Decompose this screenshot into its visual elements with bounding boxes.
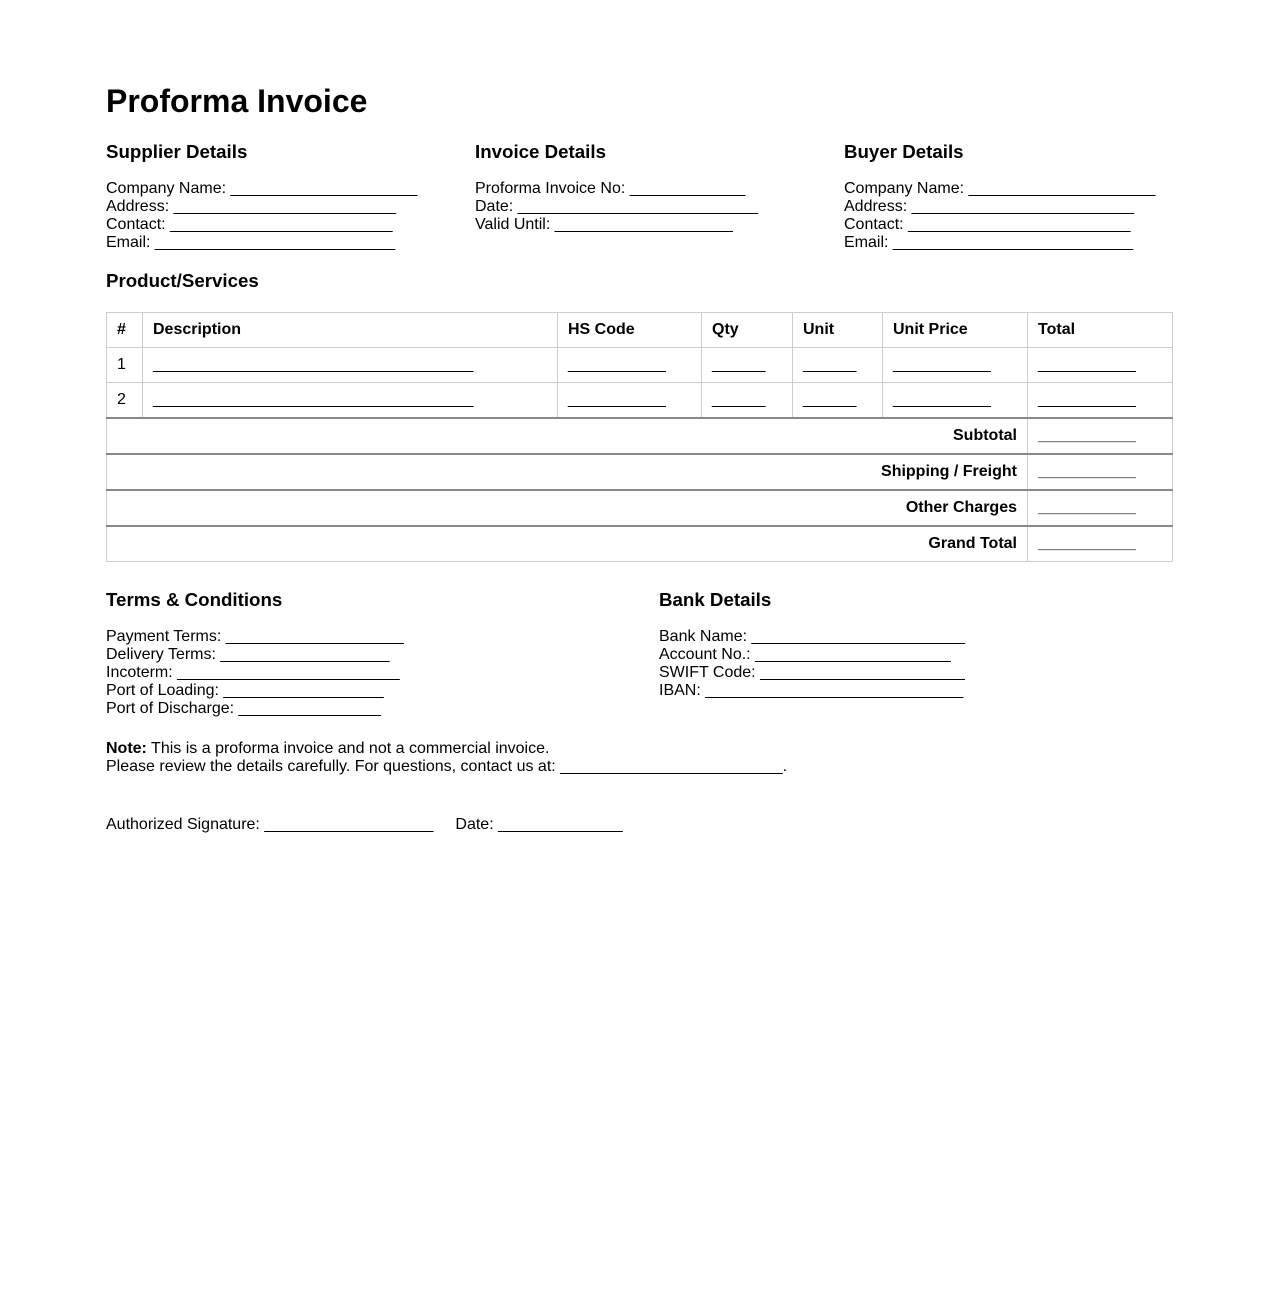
buyer-address-field[interactable]: Address: _________________________ xyxy=(844,198,1135,215)
supplier-email-field[interactable]: Email: ___________________________ xyxy=(106,234,396,251)
column-header-unit: Unit xyxy=(793,313,883,348)
terms-conditions-heading: Terms & Conditions xyxy=(106,589,283,610)
shipping-freight-value[interactable]: ___________ xyxy=(1028,454,1173,490)
contact-blank[interactable]: _________________________ xyxy=(560,758,783,775)
port-of-discharge-blank[interactable]: ________________ xyxy=(238,700,381,717)
column-header-hs-code: HS Code xyxy=(558,313,702,348)
iban-blank[interactable]: _____________________________ xyxy=(705,682,964,699)
unit-price-cell[interactable]: ___________ xyxy=(883,383,1028,419)
grand-total-value[interactable]: ___________ xyxy=(1028,526,1173,562)
account-number-blank[interactable]: ______________________ xyxy=(755,646,951,663)
invoice-number-field[interactable]: Proforma Invoice No: _____________ xyxy=(475,180,746,197)
table-row xyxy=(107,383,1173,419)
page-title: Proforma Invoice xyxy=(106,83,368,119)
delivery-terms-blank[interactable]: ___________________ xyxy=(220,646,390,663)
invoice-valid-until-field[interactable]: Valid Until: ____________________ xyxy=(475,216,733,233)
table-row xyxy=(107,348,1173,383)
total-cell[interactable]: ___________ xyxy=(1028,383,1173,419)
terms-conditions-section xyxy=(106,589,404,718)
port-of-discharge-field[interactable]: Port of Discharge: ________________ xyxy=(106,700,381,717)
hs-code-cell[interactable]: ___________ xyxy=(558,383,702,419)
payment-terms-blank[interactable]: ____________________ xyxy=(225,628,404,645)
supplier-contact-field[interactable]: Contact: _________________________ xyxy=(106,216,393,233)
swift-code-blank[interactable]: _______________________ xyxy=(760,664,965,681)
signature-date-blank[interactable]: ______________ xyxy=(498,816,623,833)
shipping-freight-row xyxy=(107,454,1173,490)
note-line-1: Note: This is a proforma invoice and not a commercial invoice. xyxy=(106,740,550,757)
column-header-description: Description xyxy=(143,313,558,348)
other-charges-value[interactable]: ___________ xyxy=(1028,490,1173,526)
buyer-address-blank[interactable]: _________________________ xyxy=(911,198,1135,215)
buyer-company-name-field[interactable]: Company Name: _____________________ xyxy=(844,180,1156,197)
note-label: Note: xyxy=(106,740,147,757)
bank-details-heading: Bank Details xyxy=(659,589,772,610)
delivery-terms-field[interactable]: Delivery Terms: ___________________ xyxy=(106,646,390,663)
unit-cell[interactable]: ______ xyxy=(793,348,883,383)
supplier-company-name-field[interactable]: Company Name: _____________________ xyxy=(106,180,418,197)
account-number-field[interactable]: Account No.: ______________________ xyxy=(659,646,951,663)
signature-date-label: Date: xyxy=(455,816,494,833)
authorized-signature-label: Authorized Signature: xyxy=(106,816,260,833)
supplier-address-field[interactable]: Address: _________________________ xyxy=(106,198,397,215)
iban-field[interactable]: IBAN: _____________________________ xyxy=(659,682,964,699)
invoice-number-blank[interactable]: _____________ xyxy=(629,180,746,197)
products-services-heading: Product/Services xyxy=(106,270,259,291)
unit-cell[interactable]: ______ xyxy=(793,383,883,419)
shipping-freight-label: Shipping / Freight xyxy=(107,454,1028,490)
buyer-details-heading: Buyer Details xyxy=(844,141,964,162)
bank-name-field[interactable]: Bank Name: ________________________ xyxy=(659,628,966,645)
payment-terms-field[interactable]: Payment Terms: ____________________ xyxy=(106,628,404,645)
supplier-company-name-blank[interactable]: _____________________ xyxy=(230,180,418,197)
supplier-email-blank[interactable]: ___________________________ xyxy=(154,234,396,251)
supplier-details-heading: Supplier Details xyxy=(106,141,248,162)
products-table xyxy=(106,312,1173,562)
invoice-details-heading: Invoice Details xyxy=(475,141,606,162)
supplier-contact-blank[interactable]: _________________________ xyxy=(170,216,393,233)
signature-line xyxy=(106,816,623,834)
grand-total-label: Grand Total xyxy=(107,526,1028,562)
table-header-row xyxy=(107,313,1173,348)
invoice-valid-until-blank[interactable]: ____________________ xyxy=(554,216,733,233)
buyer-email-blank[interactable]: ___________________________ xyxy=(892,234,1134,251)
total-cell[interactable]: ___________ xyxy=(1028,348,1173,383)
description-cell[interactable]: ____________________________________ xyxy=(143,383,558,419)
description-cell[interactable]: ____________________________________ xyxy=(143,348,558,383)
qty-cell[interactable]: ______ xyxy=(702,348,793,383)
swift-code-field[interactable]: SWIFT Code: _______________________ xyxy=(659,664,965,681)
other-charges-row xyxy=(107,490,1173,526)
invoice-details-section xyxy=(475,141,758,234)
bank-details-section xyxy=(659,589,965,700)
hs-code-cell[interactable]: ___________ xyxy=(558,348,702,383)
incoterm-field[interactable]: Incoterm: _________________________ xyxy=(106,664,400,681)
buyer-email-field[interactable]: Email: ___________________________ xyxy=(844,234,1134,251)
column-header-unit-price: Unit Price xyxy=(883,313,1028,348)
bank-name-blank[interactable]: ________________________ xyxy=(751,628,966,645)
column-header-qty: Qty xyxy=(702,313,793,348)
unit-price-cell[interactable]: ___________ xyxy=(883,348,1028,383)
note-paragraph xyxy=(106,740,787,776)
column-header-total: Total xyxy=(1028,313,1173,348)
supplier-details-section xyxy=(106,141,417,252)
column-header-number: # xyxy=(107,313,143,348)
subtotal-value[interactable]: ___________ xyxy=(1028,418,1173,454)
buyer-details-section xyxy=(844,141,1155,252)
row-number: 2 xyxy=(107,383,143,419)
other-charges-label: Other Charges xyxy=(107,490,1028,526)
incoterm-blank[interactable]: _________________________ xyxy=(177,664,400,681)
invoice-date-blank[interactable]: ___________________________ xyxy=(517,198,758,215)
invoice-date-field[interactable]: Date: ___________________________ xyxy=(475,198,758,215)
port-of-loading-blank[interactable]: __________________ xyxy=(223,682,384,699)
buyer-company-name-blank[interactable]: _____________________ xyxy=(968,180,1156,197)
qty-cell[interactable]: ______ xyxy=(702,383,793,419)
buyer-contact-blank[interactable]: _________________________ xyxy=(908,216,1131,233)
port-of-loading-field[interactable]: Port of Loading: __________________ xyxy=(106,682,384,699)
authorized-signature-blank[interactable]: ___________________ xyxy=(264,816,434,833)
row-number: 1 xyxy=(107,348,143,383)
subtotal-row xyxy=(107,418,1173,454)
grand-total-row xyxy=(107,526,1173,562)
buyer-contact-field[interactable]: Contact: _________________________ xyxy=(844,216,1131,233)
note-line-2: Please review the details carefully. For questions, contact us at: _________________________. xyxy=(106,758,788,775)
supplier-address-blank[interactable]: _________________________ xyxy=(173,198,397,215)
subtotal-label: Subtotal xyxy=(107,418,1028,454)
